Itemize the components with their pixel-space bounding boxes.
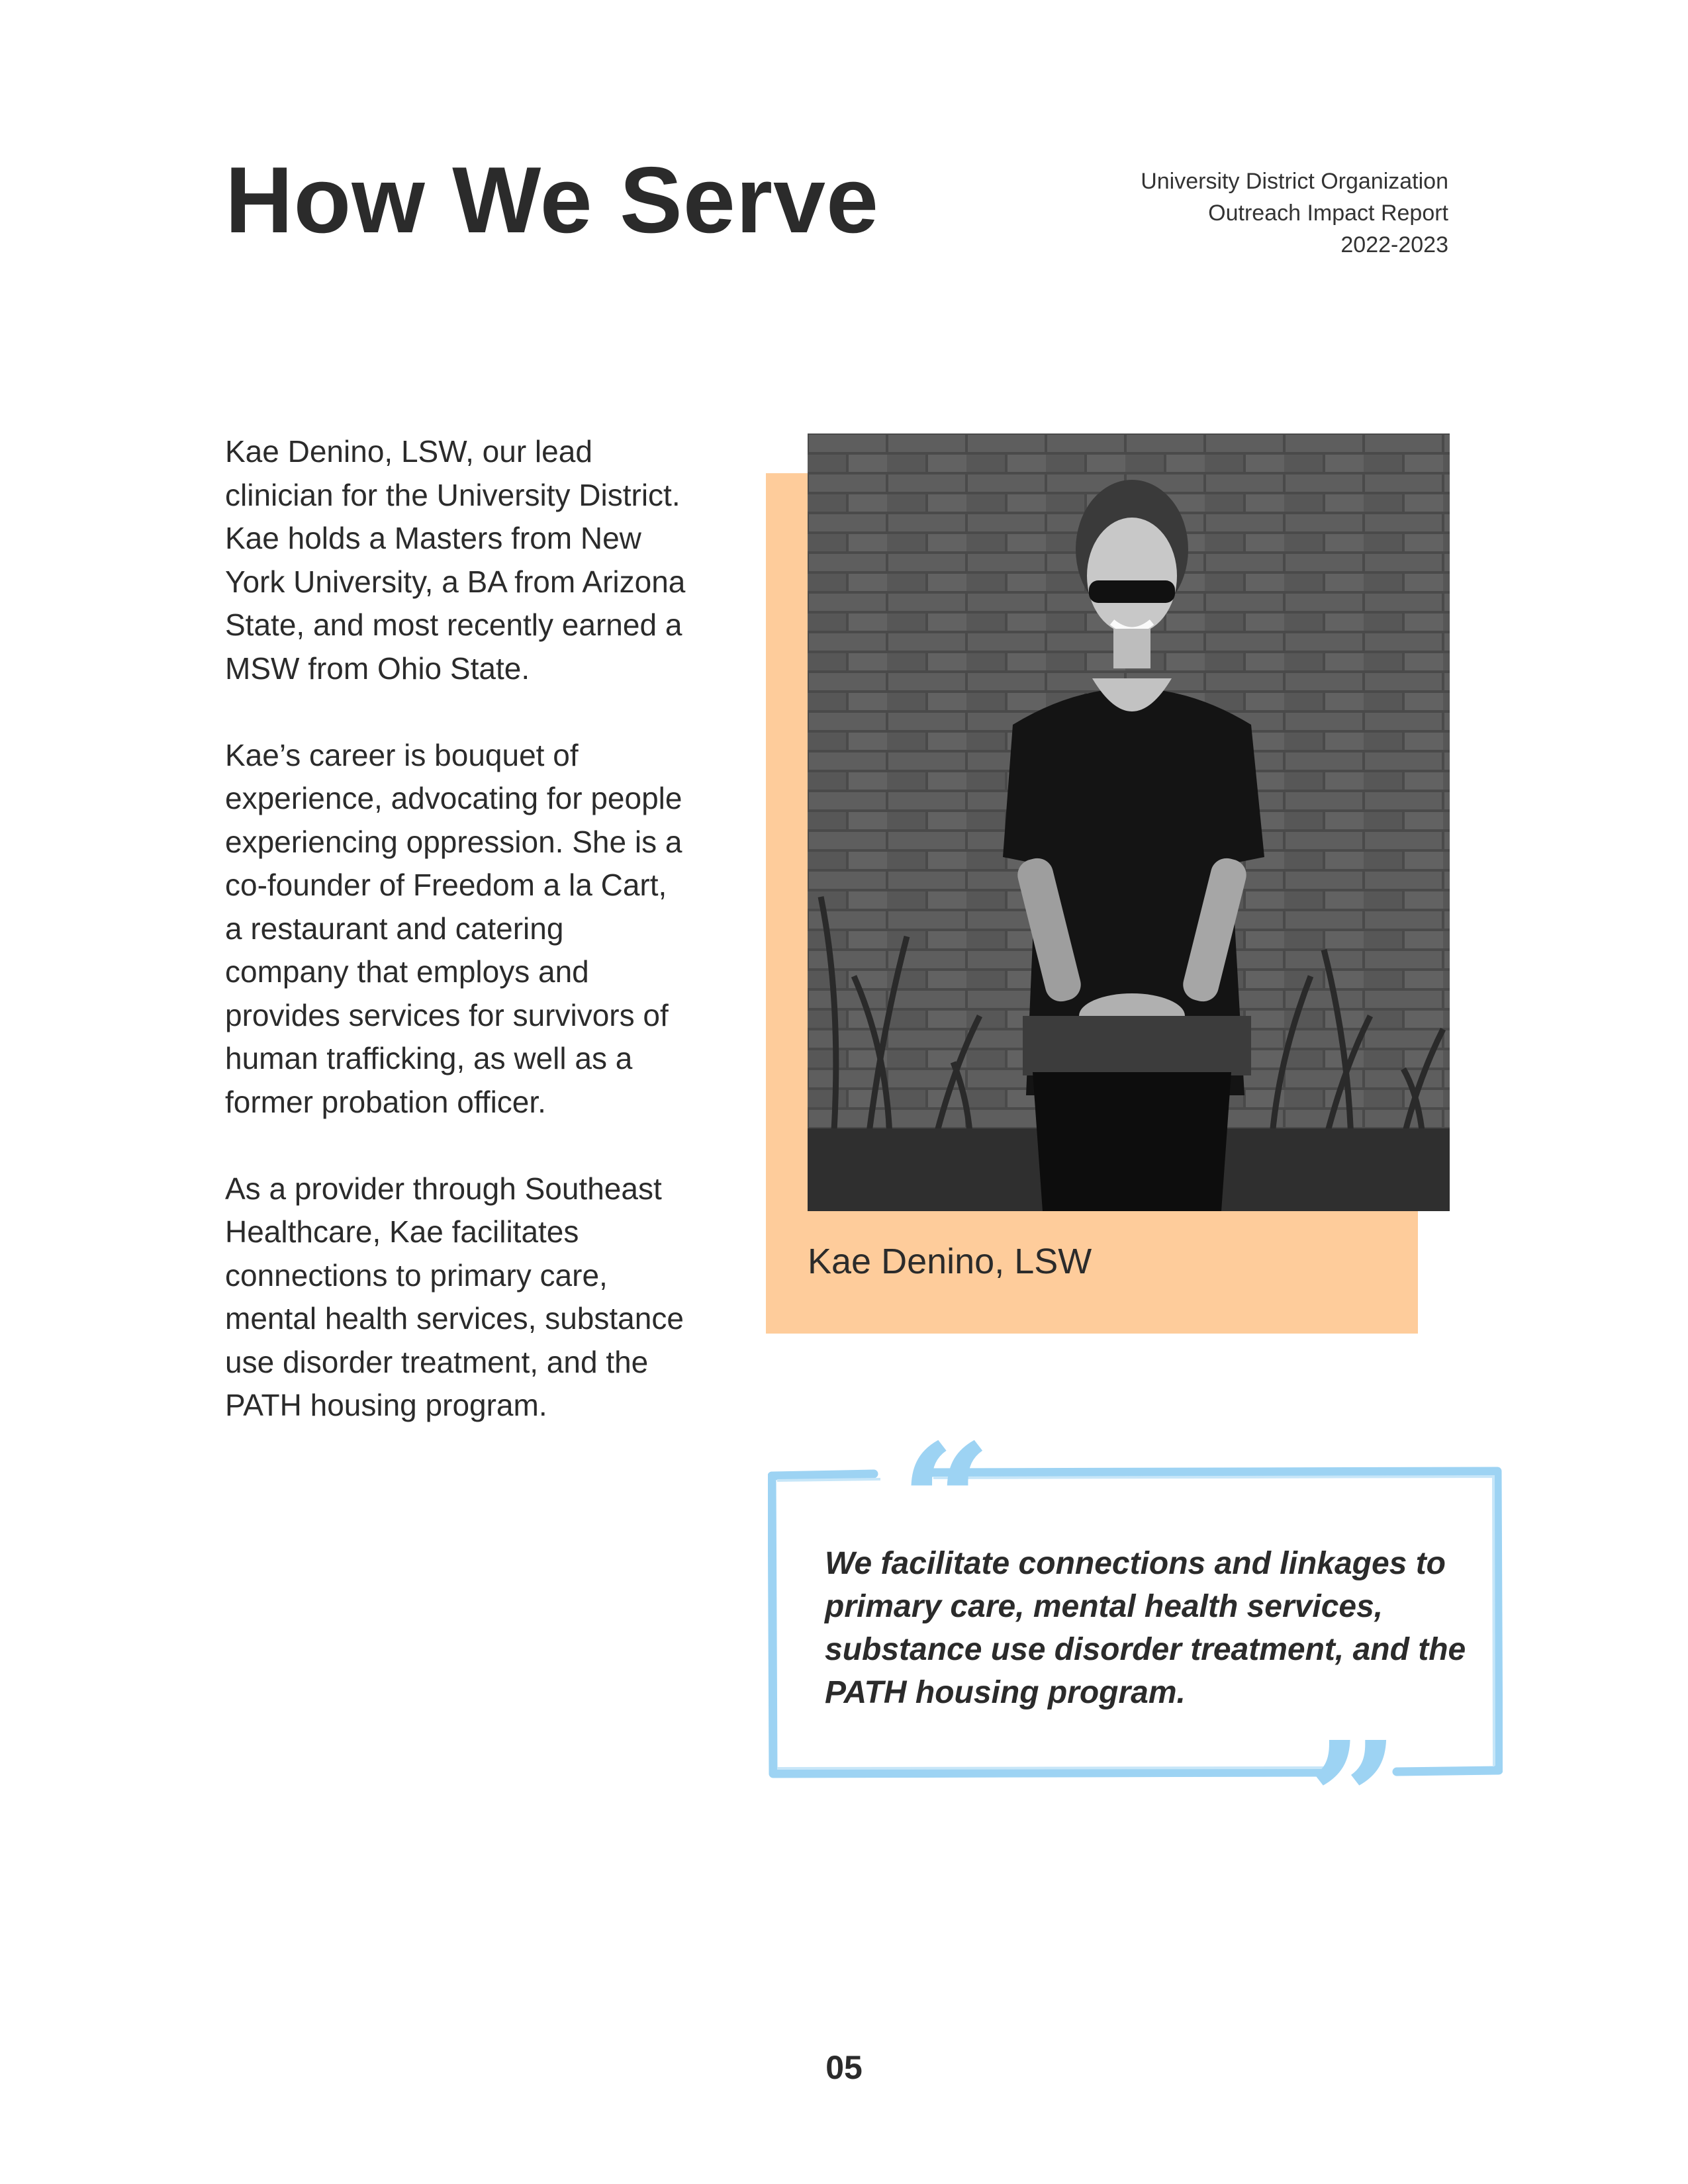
- report-name: Outreach Impact Report: [1208, 201, 1448, 226]
- open-quote-icon: “: [900, 1409, 992, 1596]
- bio-paragraph-career: Kae’s career is bouquet of experience, advocating for people experiencing oppression. She is a co-founder of Freedom a la Cart, a restaurant and catering company that employs and provides services for survivors of human trafficking, as well as a former probation officer.: [225, 737, 682, 1119]
- portrait-illustration: [808, 433, 1450, 1211]
- page-number: 05: [825, 2049, 863, 2086]
- bio-paragraph-education: Kae Denino, LSW, our lead clinician for the University District. Kae holds a Masters from New York University, a BA from Arizona State, and most recently earned a MSW from Ohio State.: [225, 434, 686, 686]
- portrait-photo: [808, 433, 1450, 1211]
- page-title: How We Serve: [225, 148, 879, 253]
- report-meta: [1141, 165, 1448, 261]
- report-year: 2022-2023: [1340, 232, 1448, 257]
- close-quote-icon: ”: [1307, 1707, 1399, 1893]
- photo-caption: Kae Denino, LSW: [808, 1242, 1092, 1281]
- bio-text: [225, 430, 688, 1471]
- pull-quote: We facilitate connections and linkages to primary care, mental health services, substance use disorder treatment, and the PATH housing program.: [825, 1546, 1466, 1710]
- organization-name: University District Organization: [1141, 169, 1448, 194]
- bio-paragraph-services: As a provider through Southeast Healthcare, Kae facilitates connections to primary care, mental health services, substance use disorder treatment, and the PATH housing program.: [225, 1171, 684, 1422]
